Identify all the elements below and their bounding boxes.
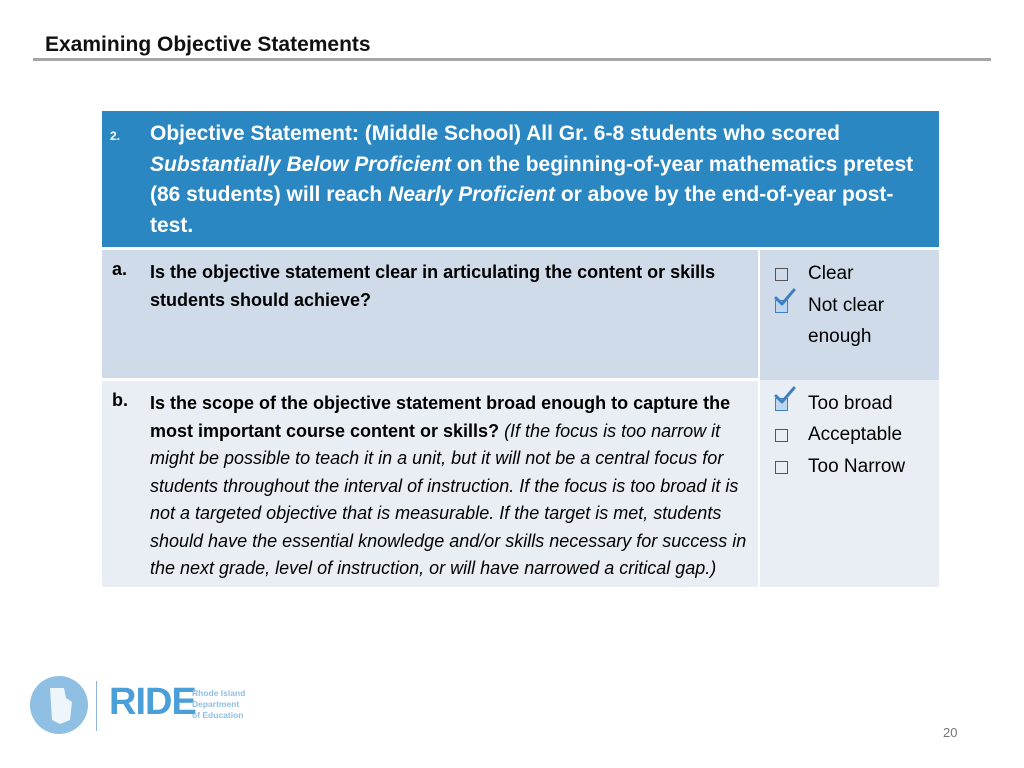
checked-checkbox-icon[interactable] xyxy=(768,388,808,420)
logo-line-1: Rhode Island xyxy=(192,688,246,698)
option-too-narrow[interactable] xyxy=(768,451,933,483)
objective-emphasis-1: Substantially Below Proficient xyxy=(150,152,452,176)
ride-logo xyxy=(30,676,260,736)
page-number: 20 xyxy=(943,725,958,740)
question-letter: b. xyxy=(112,390,128,410)
question-italic: (If the focus is too narrow it might be possible to teach it in a unit, but it will not be a central focus for students throughout the interval of instruction. If the focus is too broad it is not a targeted objective that is measurable. If the target is met, students should have the essential knowledge and/or skills necessary for success in the next grade, level of instruction, or will have narrowed a critical gap.) xyxy=(150,420,747,578)
objective-lead: Objective Statement: (Middle School) All Gr. 6-8 students who scored xyxy=(150,122,841,145)
option-label: Too Narrow xyxy=(808,455,906,477)
option-label: Acceptable xyxy=(808,424,903,445)
option-acceptable[interactable] xyxy=(768,419,933,451)
option-label: Not clear enough xyxy=(808,294,885,347)
checked-checkbox-icon[interactable] xyxy=(768,290,808,353)
checkbox-icon[interactable] xyxy=(768,451,808,483)
logo-subtitle xyxy=(192,688,262,721)
question-letter: a. xyxy=(112,259,128,279)
option-clear[interactable] xyxy=(768,258,933,290)
option-label: Too broad xyxy=(808,392,893,414)
option-not-clear-enough[interactable] xyxy=(768,290,933,353)
objective-header xyxy=(102,111,939,249)
question-row-a xyxy=(102,249,939,380)
logo-line-3: of Education xyxy=(192,710,244,720)
objective-emphasis-2: Nearly Proficient xyxy=(388,183,555,206)
logo-line-2: Department xyxy=(192,699,240,709)
checkbox-icon[interactable] xyxy=(768,419,808,451)
logo-wordmark: RIDE xyxy=(109,681,196,723)
question-bold: Is the scope of the objective statement broad enough to capture the most important course content or skills? xyxy=(150,393,731,441)
slide-title: Examining Objective Statements xyxy=(45,33,371,56)
question-text xyxy=(150,390,750,583)
logo-divider xyxy=(96,681,97,731)
options-a-cell xyxy=(759,249,939,380)
objective-statement xyxy=(150,119,931,241)
question-b-cell xyxy=(102,380,759,587)
title-divider xyxy=(33,58,991,61)
objective-table xyxy=(102,111,939,587)
options-b-cell xyxy=(759,380,939,587)
question-a-cell xyxy=(102,249,759,380)
options-list-b xyxy=(760,380,939,483)
question-text xyxy=(150,259,750,314)
question-row-b xyxy=(102,380,939,587)
option-too-broad[interactable] xyxy=(768,388,933,420)
objective-mid: on the beginning-of-year mathematics pretest (86 students) will reach xyxy=(150,152,914,206)
checkbox-icon[interactable] xyxy=(768,258,808,290)
objective-number: 2. xyxy=(110,129,121,143)
rhode-island-map-icon xyxy=(30,676,88,734)
question-bold: Is the objective statement clear in articulating the content or skills students should achieve? xyxy=(150,262,716,310)
option-label: Clear xyxy=(808,263,854,284)
objective-tail: or above by the end-of-year post-test. xyxy=(150,183,894,237)
options-list-a xyxy=(760,250,939,353)
